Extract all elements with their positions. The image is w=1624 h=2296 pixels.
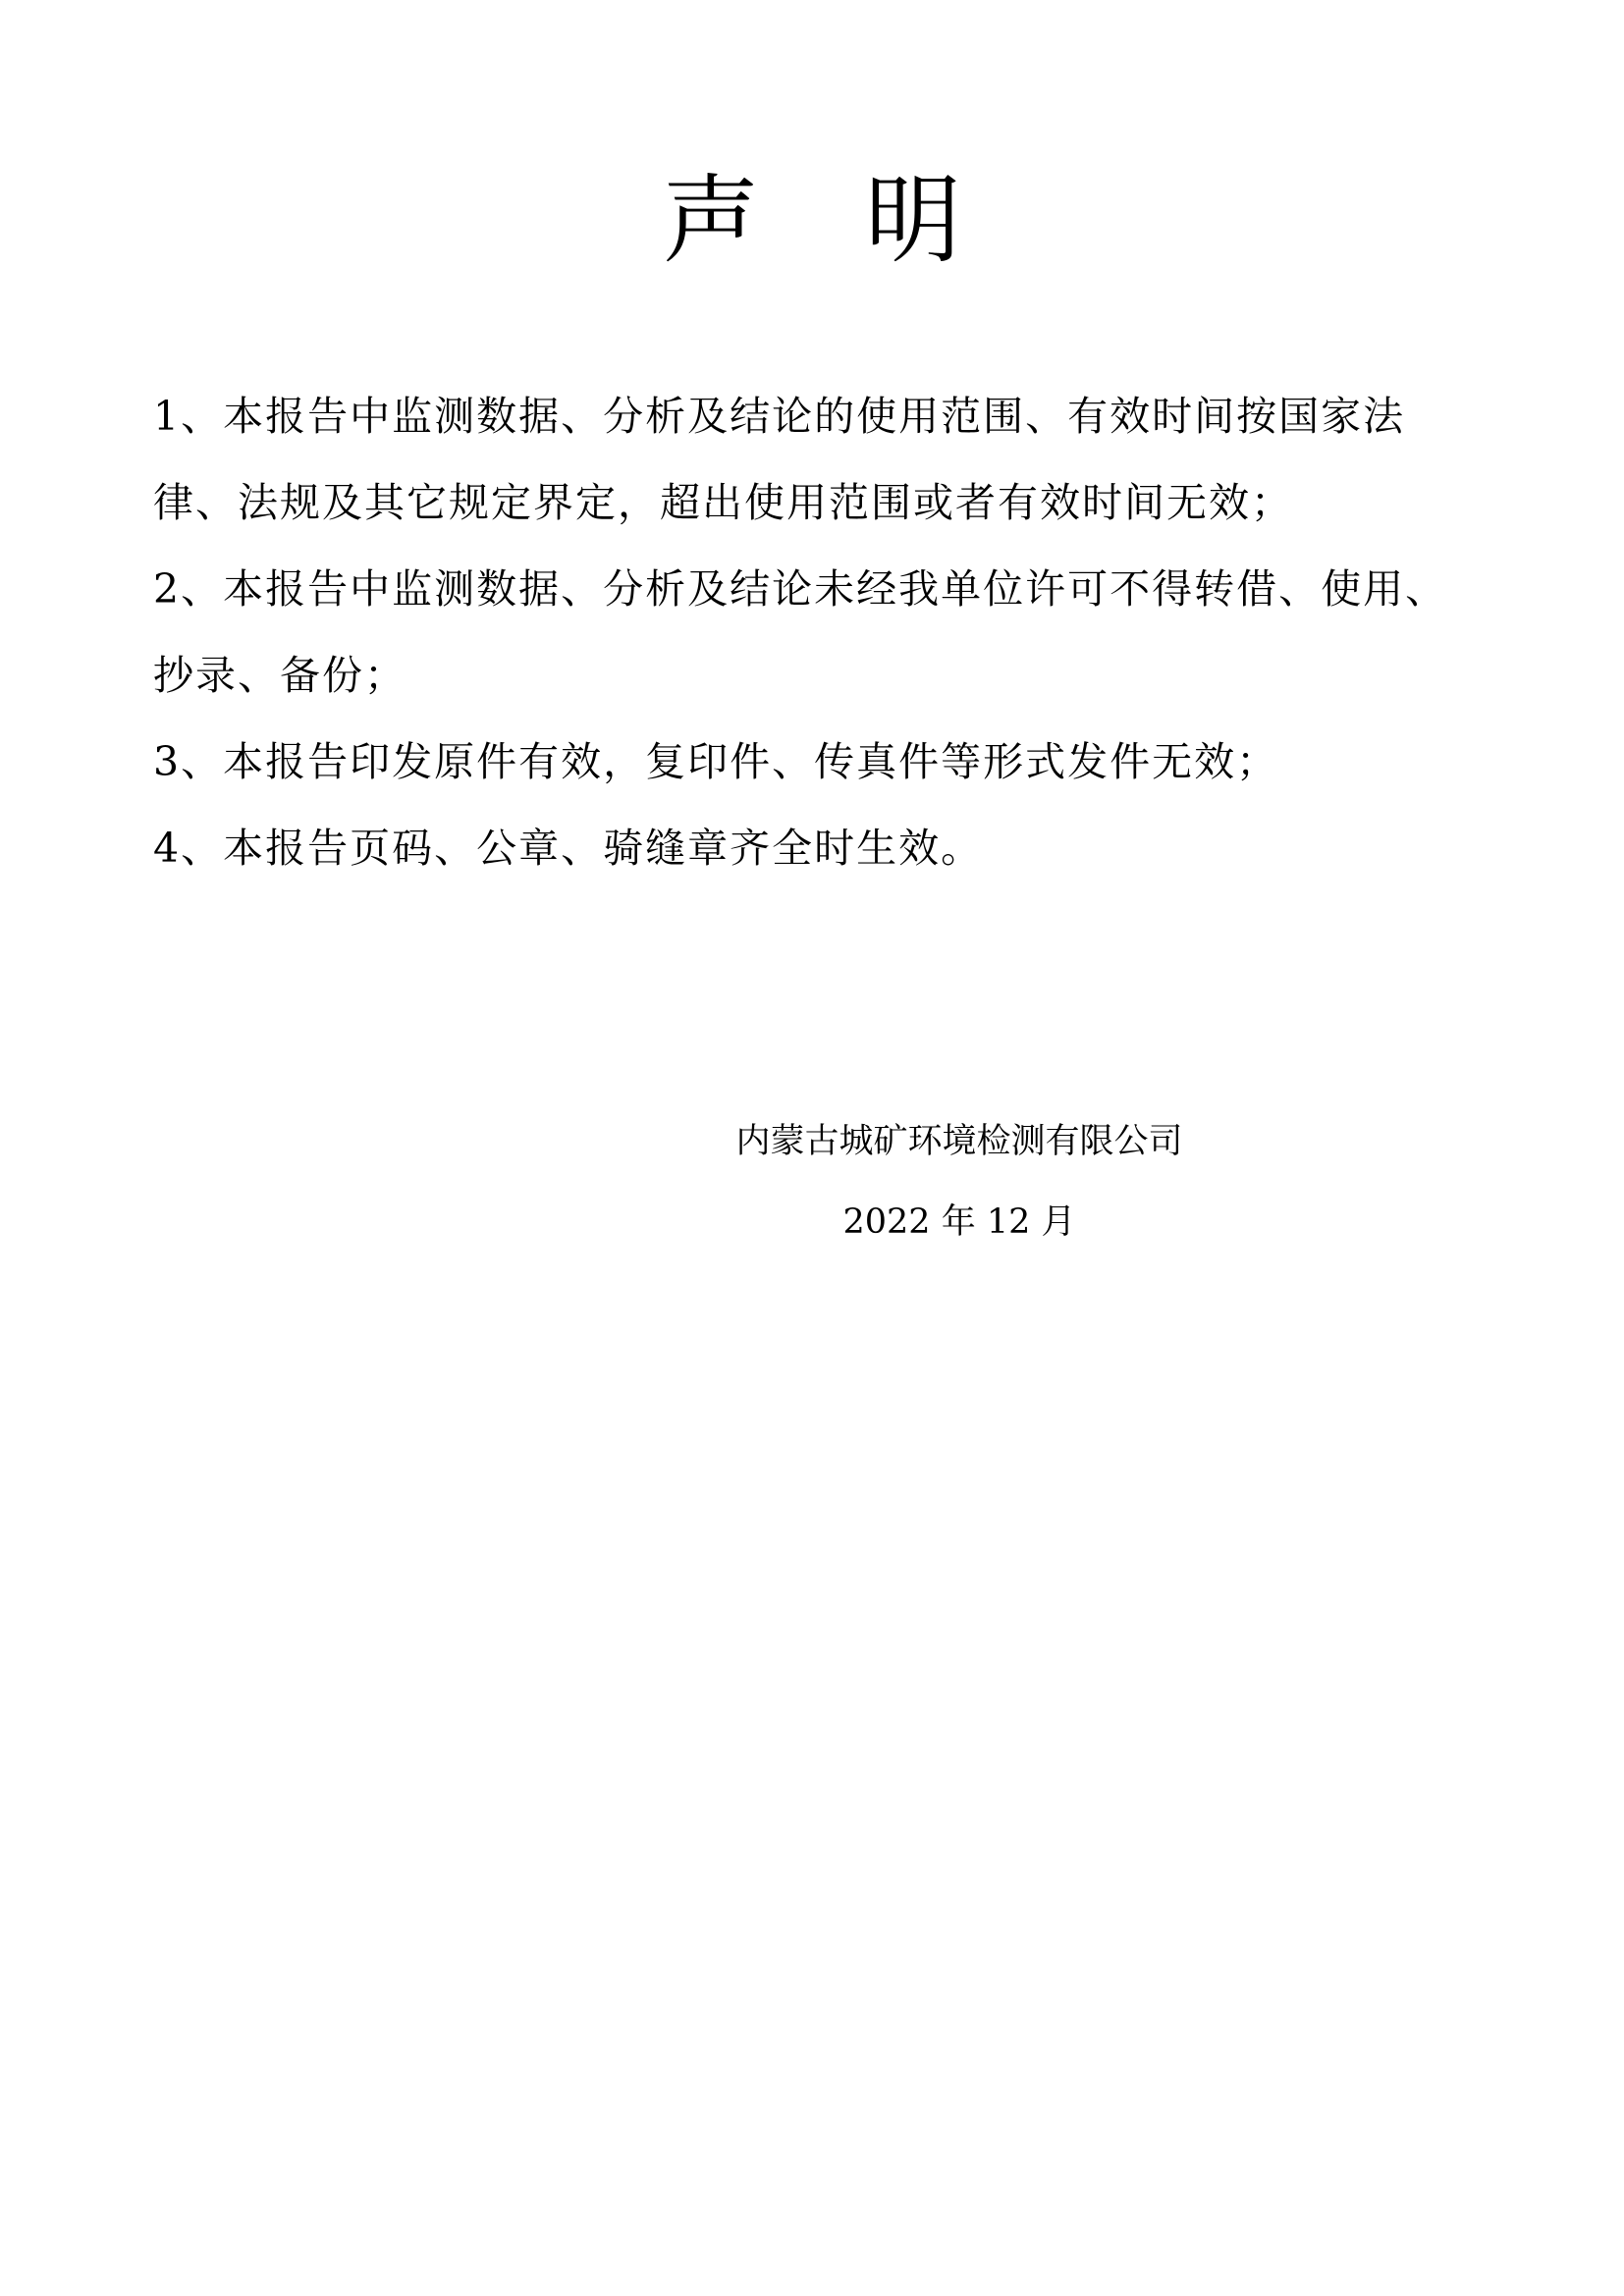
issue-date: 2022 年 12 月 xyxy=(842,1202,1076,1242)
title-char-2: 明 xyxy=(865,165,962,277)
page-title xyxy=(0,157,1624,285)
statement-clauses xyxy=(153,373,1489,891)
clause-4: 4、本报告页码、公章、骑缝章齐全时生效。 xyxy=(153,825,984,872)
clause-3: 3、本报告印发原件有效，复印件、传真件等形式发件无效； xyxy=(153,738,1279,785)
title-char-1: 声 xyxy=(662,165,759,277)
clause-1: 1、本报告中监测数据、分析及结论的使用范围、有效时间按国家法律、法规及其它规定界定，超出使用范围或者有效时间无效； xyxy=(153,393,1406,526)
clause-2: 2、本报告中监测数据、分析及结论未经我单位许可不得转借、使用、抄录、备份； xyxy=(153,565,1448,699)
issuer-name: 内蒙古城矿环境检测有限公司 xyxy=(735,1122,1183,1161)
